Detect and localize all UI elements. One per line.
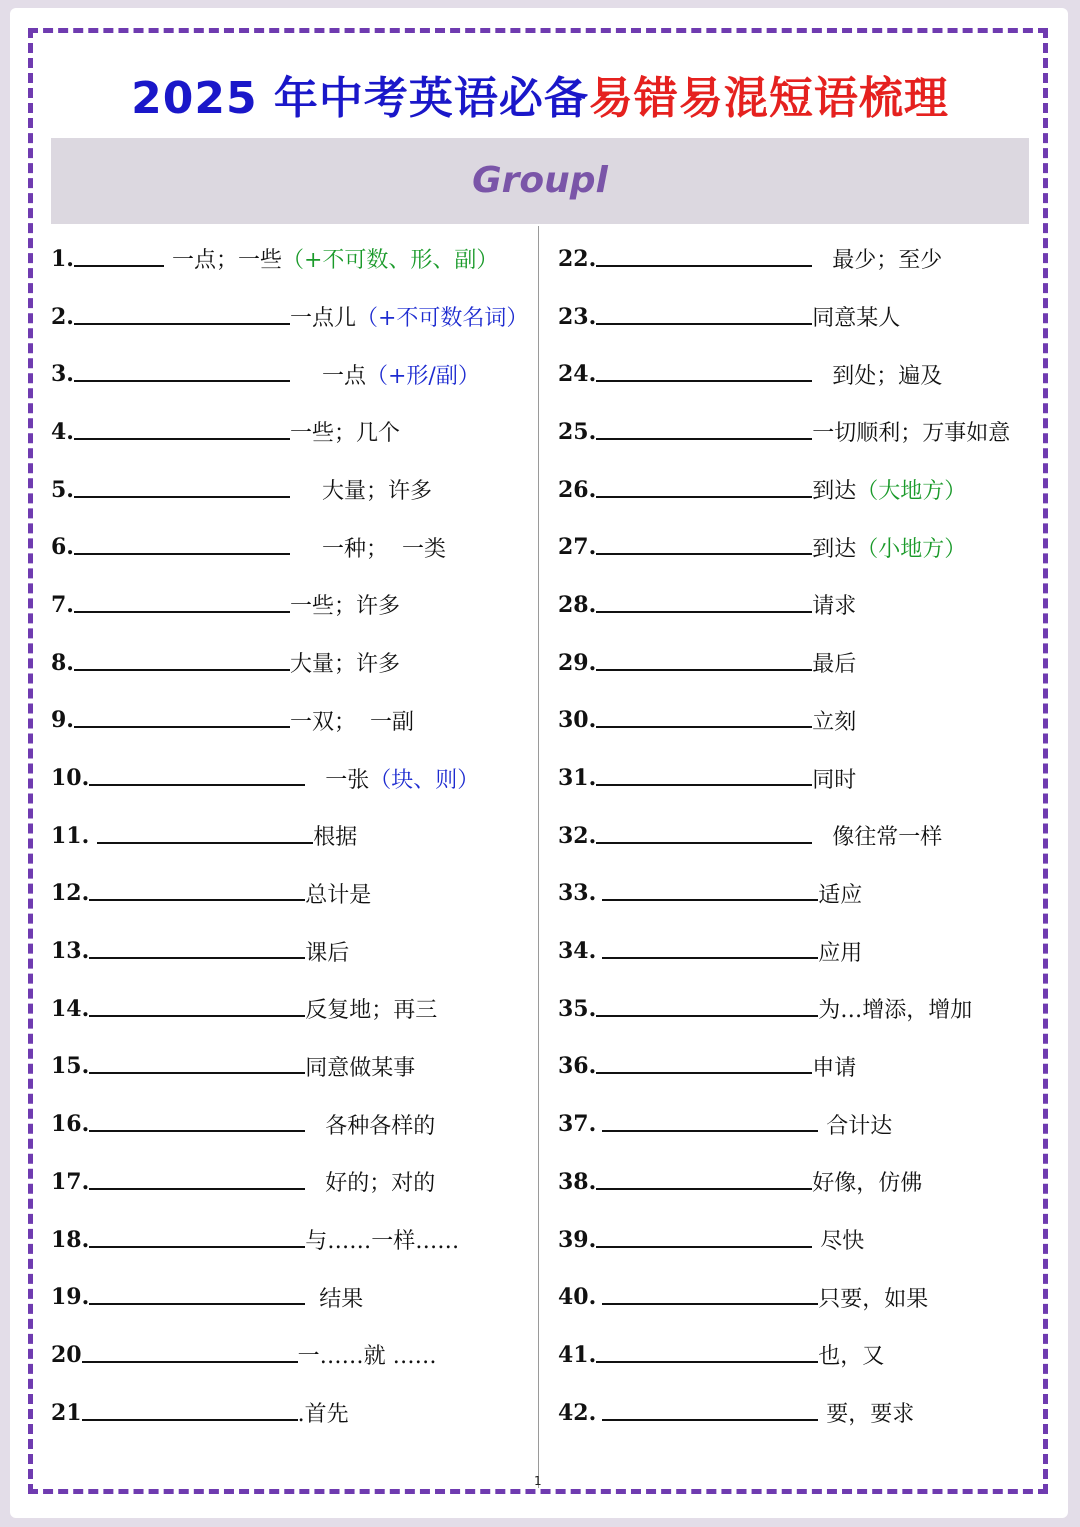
list-item	[51, 807, 539, 865]
answer-blank[interactable]	[74, 611, 290, 613]
item-number: 11.	[51, 822, 90, 849]
item-number: 12.	[51, 880, 90, 907]
answer-blank[interactable]	[596, 380, 812, 382]
answer-blank[interactable]	[596, 842, 812, 844]
item-meaning: 结果	[319, 1286, 364, 1312]
list-item	[51, 403, 539, 461]
list-item	[51, 692, 539, 750]
page-title	[0, 62, 1080, 126]
item-note: （大地方）	[856, 479, 967, 505]
item-meaning: 要，要求	[826, 1402, 915, 1428]
item-meaning: 同意某人	[812, 306, 901, 332]
answer-blank[interactable]	[89, 1303, 305, 1305]
answer-blank[interactable]	[596, 1361, 818, 1363]
item-meaning: 立刻	[812, 709, 857, 735]
item-meaning: 一点	[321, 363, 366, 389]
item-meaning: 一双； 一副	[289, 709, 414, 735]
answer-blank[interactable]	[602, 1419, 818, 1421]
answer-blank[interactable]	[89, 1130, 305, 1132]
answer-blank[interactable]	[89, 1188, 305, 1190]
answer-blank[interactable]	[89, 957, 305, 959]
list-item	[558, 634, 1030, 692]
item-number: 34.	[558, 938, 597, 965]
item-number: 4.	[51, 418, 74, 445]
answer-blank[interactable]	[74, 265, 164, 267]
item-meaning: 同时	[812, 767, 857, 793]
right-column	[558, 230, 1030, 1441]
answer-blank[interactable]	[596, 1246, 812, 1248]
item-meaning: .首先	[297, 1402, 349, 1428]
list-item	[558, 230, 1030, 288]
item-number: 18.	[51, 1226, 90, 1253]
answer-blank[interactable]	[74, 726, 290, 728]
list-item	[51, 1326, 539, 1384]
item-number: 1.	[51, 245, 74, 272]
item-number: 36.	[558, 1053, 597, 1080]
item-meaning: 一……就 ……	[297, 1344, 437, 1370]
list-item	[558, 692, 1030, 750]
item-number: 5.	[51, 476, 74, 503]
answer-blank[interactable]	[596, 1188, 812, 1190]
list-item	[51, 1268, 539, 1326]
item-note: （块、则）	[369, 767, 480, 793]
answer-blank[interactable]	[97, 842, 313, 844]
item-note: （+形/副）	[365, 363, 480, 389]
item-meaning: 大量；许多	[321, 479, 432, 505]
item-meaning: 最后	[812, 652, 857, 678]
item-number: 22.	[558, 245, 597, 272]
item-meaning: 一点儿	[289, 306, 356, 332]
item-number: 2.	[51, 303, 74, 330]
item-meaning: 一些；许多	[289, 594, 400, 620]
item-meaning: 根据	[313, 825, 358, 851]
item-number: 32.	[558, 822, 597, 849]
answer-blank[interactable]	[596, 669, 812, 671]
answer-blank[interactable]	[596, 784, 812, 786]
item-number: 6.	[51, 534, 74, 561]
title-part-2: 易错易混短语梳理	[588, 73, 949, 124]
list-item	[558, 1153, 1030, 1211]
page-number: 1	[534, 1474, 542, 1488]
list-item	[558, 807, 1030, 865]
answer-blank[interactable]	[596, 553, 812, 555]
answer-blank[interactable]	[74, 380, 290, 382]
item-number: 16.	[51, 1111, 90, 1138]
answer-blank[interactable]	[89, 1015, 305, 1017]
answer-blank[interactable]	[596, 438, 812, 440]
list-item	[51, 749, 539, 807]
group-label: Groupl	[472, 160, 608, 201]
item-number: 9.	[51, 707, 74, 734]
item-number: 27.	[558, 534, 597, 561]
item-meaning: 合计达	[826, 1113, 893, 1139]
item-meaning: 各种各样的	[325, 1113, 436, 1139]
answer-blank[interactable]	[596, 1072, 812, 1074]
item-meaning: 总计是	[305, 882, 372, 908]
item-number: 39.	[558, 1226, 597, 1253]
list-item	[51, 345, 539, 403]
list-item	[558, 1211, 1030, 1269]
list-item	[558, 576, 1030, 634]
item-number: 20	[51, 1341, 82, 1368]
answer-blank[interactable]	[602, 1303, 818, 1305]
item-meaning: 一点；一些	[171, 248, 282, 274]
item-meaning: 只要，如果	[818, 1286, 929, 1312]
answer-blank[interactable]	[602, 957, 818, 959]
answer-blank[interactable]	[596, 323, 812, 325]
item-meaning: 最少；至少	[832, 248, 943, 274]
list-item	[51, 980, 539, 1038]
item-number: 3.	[51, 361, 74, 388]
list-item	[51, 1211, 539, 1269]
list-item	[558, 461, 1030, 519]
title-part-1: 2025 年中考英语必备	[131, 73, 589, 124]
item-meaning: 为…增添，增加	[818, 998, 973, 1024]
answer-blank[interactable]	[602, 1130, 818, 1132]
item-meaning: 大量；许多	[289, 652, 400, 678]
list-item	[51, 288, 539, 346]
list-item	[558, 518, 1030, 576]
item-number: 10.	[51, 765, 90, 792]
item-meaning: 尽快	[820, 1229, 865, 1255]
answer-blank[interactable]	[74, 496, 290, 498]
item-number: 24.	[558, 361, 597, 388]
list-item	[51, 1095, 539, 1153]
item-meaning: 到达	[812, 536, 857, 562]
item-number: 26.	[558, 476, 597, 503]
list-item	[558, 980, 1030, 1038]
item-number: 30.	[558, 707, 597, 734]
answer-blank[interactable]	[602, 899, 818, 901]
item-meaning: 也，又	[818, 1344, 885, 1370]
list-item	[51, 922, 539, 980]
list-item	[51, 634, 539, 692]
list-item	[558, 1384, 1030, 1442]
answer-blank[interactable]	[89, 784, 305, 786]
list-item	[51, 1384, 539, 1442]
item-meaning: 到达	[812, 479, 857, 505]
item-number: 33.	[558, 880, 597, 907]
item-meaning: 反复地；再三	[305, 998, 438, 1024]
item-number: 19.	[51, 1284, 90, 1311]
list-item	[51, 576, 539, 634]
list-item	[558, 403, 1030, 461]
answer-blank[interactable]	[596, 265, 812, 267]
item-number: 13.	[51, 938, 90, 965]
item-number: 41.	[558, 1341, 597, 1368]
item-number: 37.	[558, 1111, 597, 1138]
item-meaning: 课后	[305, 940, 350, 966]
item-number: 42.	[558, 1399, 597, 1426]
answer-blank[interactable]	[596, 726, 812, 728]
item-number: 7.	[51, 591, 74, 618]
item-number: 31.	[558, 765, 597, 792]
item-number: 15.	[51, 1053, 90, 1080]
item-meaning: 一切顺利；万事如意	[812, 421, 1011, 447]
item-meaning: 与……一样……	[305, 1229, 460, 1255]
item-number: 21	[51, 1399, 82, 1426]
list-item	[51, 1038, 539, 1096]
list-item	[51, 230, 539, 288]
list-item	[558, 288, 1030, 346]
list-item	[558, 345, 1030, 403]
answer-blank[interactable]	[89, 1072, 305, 1074]
item-meaning: 好像，仿佛	[812, 1171, 923, 1197]
list-item	[51, 518, 539, 576]
left-column	[51, 230, 539, 1441]
group-header-bar	[51, 138, 1029, 224]
list-item	[51, 461, 539, 519]
item-note: （+不可数名词）	[355, 306, 529, 332]
item-meaning: 一些；几个	[289, 421, 400, 447]
list-item	[558, 749, 1030, 807]
item-meaning: 请求	[812, 594, 857, 620]
item-note: （+不可数、形、副）	[281, 248, 499, 274]
item-meaning: 到处；遍及	[832, 363, 943, 389]
item-number: 17.	[51, 1168, 90, 1195]
list-item	[558, 1268, 1030, 1326]
item-meaning: 同意做某事	[305, 1055, 416, 1081]
item-meaning: 一种； 一类	[321, 536, 446, 562]
item-number: 23.	[558, 303, 597, 330]
answer-blank[interactable]	[74, 553, 290, 555]
answer-blank[interactable]	[596, 496, 812, 498]
list-item	[558, 1095, 1030, 1153]
item-number: 40.	[558, 1284, 597, 1311]
answer-blank[interactable]	[89, 899, 305, 901]
item-meaning: 好的；对的	[325, 1171, 436, 1197]
list-item	[558, 865, 1030, 923]
answer-blank[interactable]	[74, 669, 290, 671]
item-meaning: 像往常一样	[832, 825, 943, 851]
item-number: 38.	[558, 1168, 597, 1195]
item-note: （小地方）	[856, 536, 967, 562]
list-item	[51, 1153, 539, 1211]
answer-blank[interactable]	[596, 1015, 818, 1017]
item-number: 29.	[558, 649, 597, 676]
item-number: 28.	[558, 591, 597, 618]
item-meaning: 申请	[812, 1055, 857, 1081]
item-number: 35.	[558, 995, 597, 1022]
list-item	[558, 1038, 1030, 1096]
answer-blank[interactable]	[74, 323, 290, 325]
item-number: 8.	[51, 649, 74, 676]
list-item	[51, 865, 539, 923]
item-number: 14.	[51, 995, 90, 1022]
item-meaning: 适应	[818, 882, 863, 908]
answer-blank[interactable]	[89, 1246, 305, 1248]
answer-blank[interactable]	[82, 1419, 298, 1421]
list-item	[558, 1326, 1030, 1384]
item-number: 25.	[558, 418, 597, 445]
item-meaning: 一张	[325, 767, 370, 793]
answer-blank[interactable]	[82, 1361, 298, 1363]
item-meaning: 应用	[818, 940, 863, 966]
answer-blank[interactable]	[74, 438, 290, 440]
list-item	[558, 922, 1030, 980]
answer-blank[interactable]	[596, 611, 812, 613]
